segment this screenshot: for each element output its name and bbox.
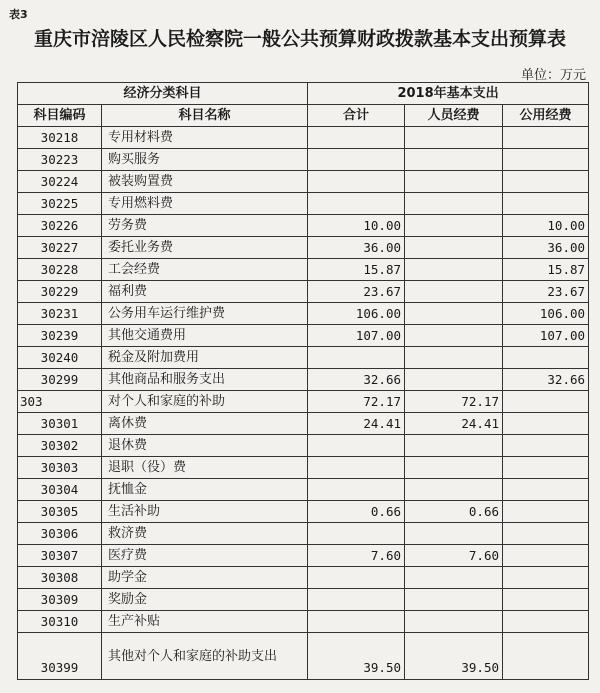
row-personnel: [405, 567, 503, 589]
header-personnel: 人员经费: [405, 105, 503, 127]
row-personnel: [405, 457, 503, 479]
row-public: [503, 435, 589, 457]
row-personnel: 24.41: [405, 413, 503, 435]
row-public: [503, 633, 589, 680]
row-name: 其他交通费用: [102, 325, 308, 347]
row-code: 303: [18, 391, 102, 413]
row-name: 其他对个人和家庭的补助支出: [102, 633, 308, 680]
row-personnel: 39.50: [405, 633, 503, 680]
table-row: [18, 501, 589, 523]
table-row: [18, 479, 589, 501]
table-row: [18, 567, 589, 589]
row-total: [308, 457, 405, 479]
row-public: 23.67: [503, 281, 589, 303]
row-total: [308, 347, 405, 369]
table-row: [18, 149, 589, 171]
row-total: 72.17: [308, 391, 405, 413]
row-public: 15.87: [503, 259, 589, 281]
row-total: 15.87: [308, 259, 405, 281]
row-code: 30223: [18, 149, 102, 171]
row-name: 其他商品和服务支出: [102, 369, 308, 391]
header-budget-group: 2018年基本支出: [308, 83, 589, 105]
table-row: [18, 589, 589, 611]
row-personnel: 7.60: [405, 545, 503, 567]
row-name: 对个人和家庭的补助: [102, 391, 308, 413]
row-name: 退职（役）费: [102, 457, 308, 479]
table-row: [18, 193, 589, 215]
row-code: 30227: [18, 237, 102, 259]
row-public: [503, 413, 589, 435]
table-row: [18, 413, 589, 435]
row-public: [503, 611, 589, 633]
row-personnel: [405, 259, 503, 281]
row-name: 奖励金: [102, 589, 308, 611]
row-code: 30304: [18, 479, 102, 501]
row-total: 24.41: [308, 413, 405, 435]
row-public: [503, 149, 589, 171]
row-name: 救济费: [102, 523, 308, 545]
row-name: 生活补助: [102, 501, 308, 523]
row-total: 0.66: [308, 501, 405, 523]
row-name: 劳务费: [102, 215, 308, 237]
row-total: 7.60: [308, 545, 405, 567]
budget-table: [17, 82, 589, 680]
row-public: 107.00: [503, 325, 589, 347]
row-code: 30305: [18, 501, 102, 523]
row-code: 30240: [18, 347, 102, 369]
row-personnel: [405, 127, 503, 149]
row-code: 30399: [18, 633, 102, 680]
row-total: [308, 567, 405, 589]
row-personnel: [405, 589, 503, 611]
row-personnel: [405, 523, 503, 545]
row-public: [503, 523, 589, 545]
row-personnel: [405, 479, 503, 501]
row-total: [308, 193, 405, 215]
row-code: 30229: [18, 281, 102, 303]
row-public: [503, 567, 589, 589]
row-name: 公务用车运行维护费: [102, 303, 308, 325]
table-row: [18, 523, 589, 545]
row-total: [308, 149, 405, 171]
table-row: [18, 237, 589, 259]
row-personnel: 72.17: [405, 391, 503, 413]
header-classification: 经济分类科目: [18, 83, 308, 105]
header-name: 科目名称: [102, 105, 308, 127]
row-total: [308, 127, 405, 149]
row-public: 36.00: [503, 237, 589, 259]
row-public: [503, 589, 589, 611]
table-row: [18, 633, 589, 680]
row-code: 30226: [18, 215, 102, 237]
row-public: [503, 347, 589, 369]
row-total: 39.50: [308, 633, 405, 680]
table-row: [18, 457, 589, 479]
table-row: [18, 281, 589, 303]
row-total: 106.00: [308, 303, 405, 325]
row-personnel: [405, 347, 503, 369]
row-personnel: 0.66: [405, 501, 503, 523]
row-personnel: [405, 435, 503, 457]
row-total: [308, 523, 405, 545]
row-personnel: [405, 281, 503, 303]
row-public: [503, 127, 589, 149]
row-code: 30224: [18, 171, 102, 193]
row-public: [503, 391, 589, 413]
table-row: [18, 127, 589, 149]
unit-label: 单位：万元: [520, 68, 586, 83]
row-code: 30309: [18, 589, 102, 611]
table-row: [18, 391, 589, 413]
table-row: [18, 259, 589, 281]
row-name: 医疗费: [102, 545, 308, 567]
row-total: [308, 479, 405, 501]
table-row: [18, 325, 589, 347]
header-total: 合计: [308, 105, 405, 127]
row-public: 10.00: [503, 215, 589, 237]
row-total: 36.00: [308, 237, 405, 259]
row-code: 30231: [18, 303, 102, 325]
row-code: 30310: [18, 611, 102, 633]
row-name: 生产补贴: [102, 611, 308, 633]
table-row: [18, 611, 589, 633]
row-personnel: [405, 215, 503, 237]
row-total: [308, 171, 405, 193]
table-row: [18, 171, 589, 193]
row-name: 助学金: [102, 567, 308, 589]
table-row: [18, 435, 589, 457]
row-name: 委托业务费: [102, 237, 308, 259]
row-code: 30301: [18, 413, 102, 435]
row-public: [503, 501, 589, 523]
row-personnel: [405, 369, 503, 391]
row-public: [503, 171, 589, 193]
row-public: [503, 193, 589, 215]
row-code: 30308: [18, 567, 102, 589]
row-name: 退休费: [102, 435, 308, 457]
row-public: [503, 479, 589, 501]
row-code: 30218: [18, 127, 102, 149]
row-total: 23.67: [308, 281, 405, 303]
row-total: [308, 611, 405, 633]
row-total: 10.00: [308, 215, 405, 237]
row-total: [308, 589, 405, 611]
row-total: 107.00: [308, 325, 405, 347]
row-code: 30307: [18, 545, 102, 567]
row-personnel: [405, 611, 503, 633]
table-row: [18, 303, 589, 325]
row-personnel: [405, 325, 503, 347]
row-code: 30302: [18, 435, 102, 457]
row-code: 30225: [18, 193, 102, 215]
row-code: 30299: [18, 369, 102, 391]
row-name: 专用材料费: [102, 127, 308, 149]
row-public: 106.00: [503, 303, 589, 325]
row-personnel: [405, 171, 503, 193]
row-personnel: [405, 193, 503, 215]
row-name: 购买服务: [102, 149, 308, 171]
row-code: 30228: [18, 259, 102, 281]
row-code: 30306: [18, 523, 102, 545]
table-number-label: 表3: [9, 8, 28, 21]
table-row: [18, 369, 589, 391]
table-row: [18, 215, 589, 237]
table-row: [18, 545, 589, 567]
row-personnel: [405, 303, 503, 325]
table-row: [18, 347, 589, 369]
row-personnel: [405, 237, 503, 259]
row-code: 30303: [18, 457, 102, 479]
page-title: 重庆市涪陵区人民检察院一般公共预算财政拨款基本支出预算表: [33, 28, 566, 50]
row-name: 税金及附加费用: [102, 347, 308, 369]
row-name: 福利费: [102, 281, 308, 303]
row-name: 离休费: [102, 413, 308, 435]
row-name: 被装购置费: [102, 171, 308, 193]
row-public: [503, 545, 589, 567]
row-name: 工会经费: [102, 259, 308, 281]
row-public: 32.66: [503, 369, 589, 391]
header-public: 公用经费: [503, 105, 589, 127]
row-public: [503, 457, 589, 479]
header-code: 科目编码: [18, 105, 102, 127]
row-name: 专用燃料费: [102, 193, 308, 215]
row-total: [308, 435, 405, 457]
row-personnel: [405, 149, 503, 171]
row-name: 抚恤金: [102, 479, 308, 501]
row-total: 32.66: [308, 369, 405, 391]
row-code: 30239: [18, 325, 102, 347]
